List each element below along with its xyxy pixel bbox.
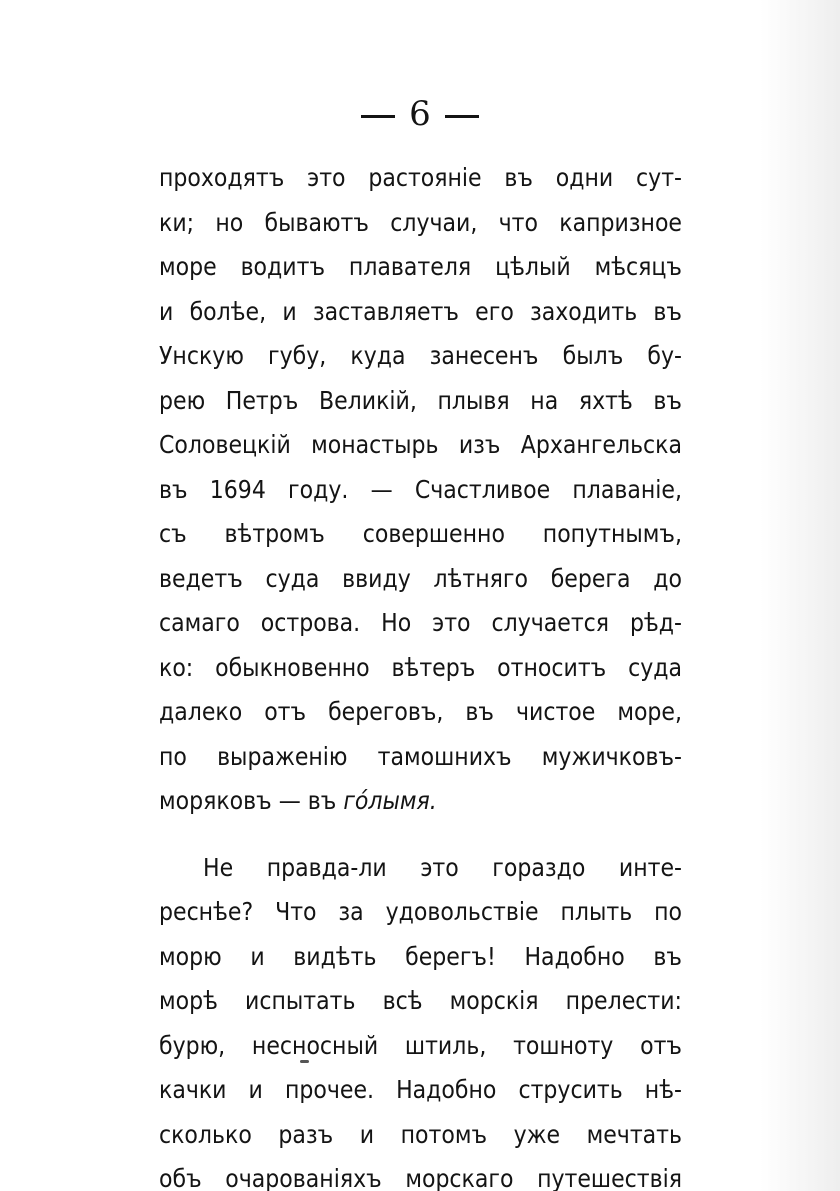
italic-word: гóлымя. [343, 786, 437, 815]
text-line: Не правда-ли это гораздо инте- [203, 852, 682, 882]
text-line: ведетъ суда ввиду лѣтняго берега до [159, 563, 682, 593]
text-line: море водитъ плавателя цѣлый мѣсяцъ [159, 252, 682, 281]
text-line: Соловецкій монастырь изъ Архангельска [159, 430, 682, 459]
text-line: съ вѣтромъ совершенно попутнымъ, [159, 519, 682, 548]
text-line: Унскую губу, куда занесенъ былъ бу- [159, 341, 682, 370]
header-dash-left [361, 115, 395, 118]
text-line: рею Петръ Великій, плывя на яхтѣ въ [159, 385, 682, 415]
text-line: ко: обыкновенно вѣтеръ относитъ суда [159, 652, 682, 682]
text-line-last [159, 779, 682, 824]
paragraph-2 [159, 846, 682, 1191]
text-line: объ очарованіяхъ морскаго путешествія [159, 1164, 682, 1191]
paragraph-1 [159, 156, 682, 824]
text-line: морѣ испытать всѣ морскія прелести: [159, 986, 682, 1015]
text-line: и болѣе, и заставляетъ его заходить въ [159, 296, 682, 326]
text-line: по выраженію тамошнихъ мужичковъ- [159, 741, 682, 771]
paragraph-gap [159, 824, 682, 846]
page-edge-shadow [760, 0, 840, 1191]
text-line: качки и прочее. Надобно струсить нѣ- [159, 1075, 682, 1104]
text-line: бурю, несносный штиль, тошноту отъ [159, 1030, 682, 1060]
text-line: далеко отъ береговъ, въ чистое море, [159, 697, 682, 726]
page-header [0, 92, 840, 136]
page-number: 6 [409, 94, 431, 134]
text-run: моряковъ — въ [159, 786, 344, 815]
ink-speck [300, 1060, 309, 1063]
text-line: въ 1694 году. — Счастливое плаваніе, [159, 474, 682, 504]
text-line: самаго острова. Но это случается рѣд- [159, 608, 682, 637]
body-text [159, 156, 682, 1191]
text-line: реснѣе? Что за удовольствіе плыть по [159, 897, 682, 926]
text-line: ки; но бываютъ случаи, что капризное [159, 207, 682, 237]
text-line: проходятъ это растояніе въ одни сут- [159, 163, 682, 192]
text-line: морю и видѣть берегъ! Надобно въ [159, 941, 682, 971]
text-line: сколько разъ и потомъ уже мечтать [159, 1119, 682, 1149]
header-dash-right [445, 115, 479, 118]
